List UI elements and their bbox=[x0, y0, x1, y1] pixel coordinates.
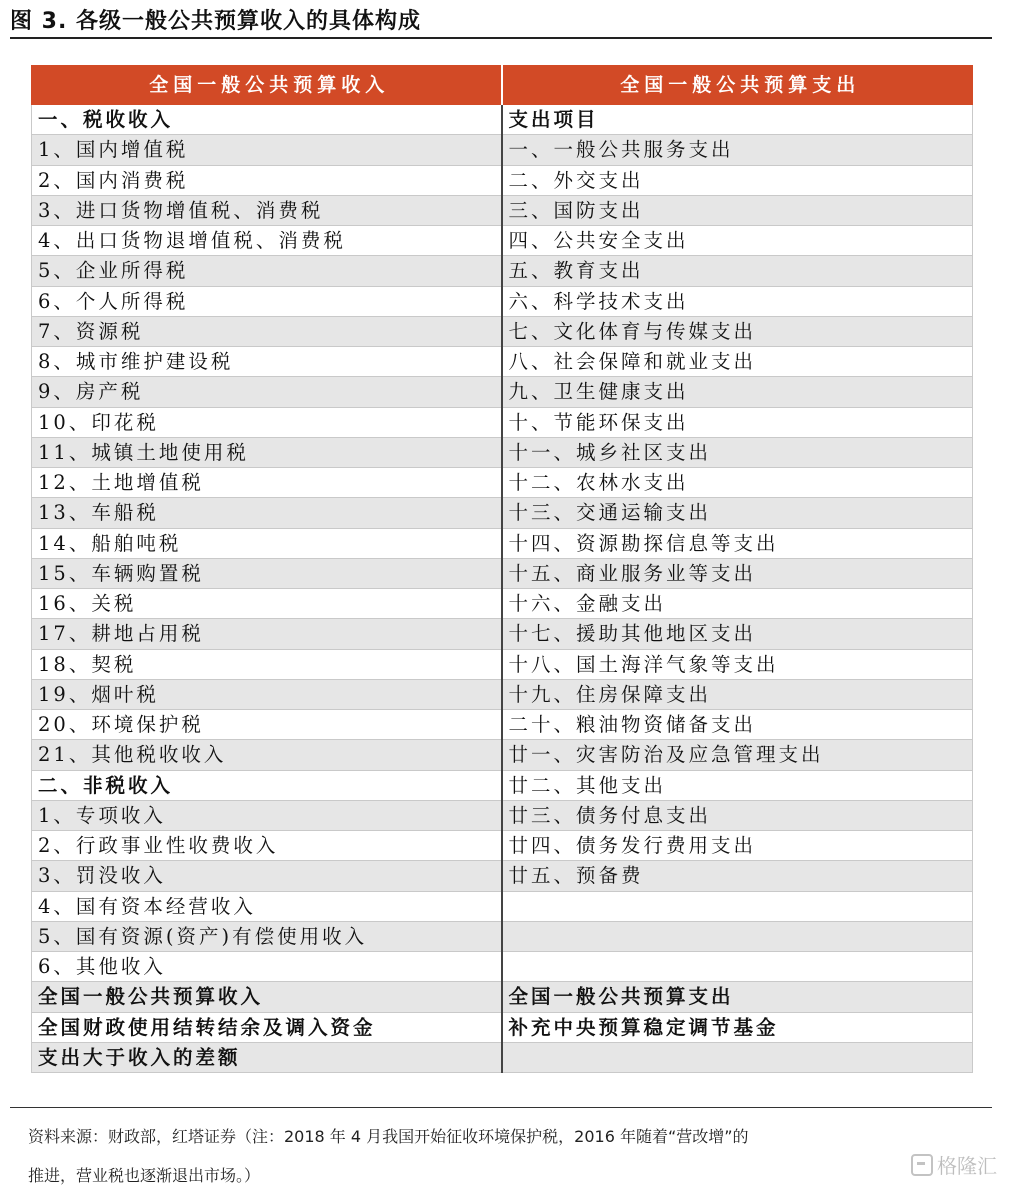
revenue-cell: 20、环境保护税 bbox=[32, 710, 502, 740]
table-row bbox=[32, 861, 973, 891]
expenditure-cell bbox=[502, 952, 973, 982]
table-row bbox=[32, 831, 973, 861]
header-expenditure: 全国一般公共预算支出 bbox=[502, 66, 973, 105]
expenditure-cell: 十四、资源勘探信息等支出 bbox=[502, 528, 973, 558]
expenditure-cell: 七、文化体育与传媒支出 bbox=[502, 316, 973, 346]
expenditure-cell: 廿二、其他支出 bbox=[502, 770, 973, 800]
expenditure-cell: 十五、商业服务业等支出 bbox=[502, 558, 973, 588]
revenue-cell: 14、船舶吨税 bbox=[32, 528, 502, 558]
expenditure-cell: 十三、交通运输支出 bbox=[502, 498, 973, 528]
table-row bbox=[32, 347, 973, 377]
expenditure-cell bbox=[502, 891, 973, 921]
table-row bbox=[32, 1042, 973, 1072]
revenue-cell: 一、税收收入 bbox=[32, 105, 502, 135]
table-row bbox=[32, 619, 973, 649]
expenditure-cell: 二、外交支出 bbox=[502, 165, 973, 195]
table-row bbox=[32, 226, 973, 256]
revenue-cell: 全国一般公共预算收入 bbox=[32, 982, 502, 1012]
watermark bbox=[911, 1150, 997, 1179]
revenue-cell: 4、出口货物退增值税、消费税 bbox=[32, 226, 502, 256]
expenditure-cell: 十、节能环保支出 bbox=[502, 407, 973, 437]
source-note-line2: 推进，营业税也逐渐退出市场。） bbox=[28, 1166, 261, 1185]
revenue-cell: 5、国有资源(资产)有偿使用收入 bbox=[32, 921, 502, 951]
revenue-cell: 18、契税 bbox=[32, 649, 502, 679]
table-row bbox=[32, 316, 973, 346]
revenue-cell: 6、其他收入 bbox=[32, 952, 502, 982]
expenditure-cell: 廿三、债务付息支出 bbox=[502, 800, 973, 830]
table-row bbox=[32, 679, 973, 709]
table-row bbox=[32, 921, 973, 951]
expenditure-cell: 二十、粮油物资储备支出 bbox=[502, 710, 973, 740]
expenditure-cell: 六、科学技术支出 bbox=[502, 286, 973, 316]
table-row bbox=[32, 105, 973, 135]
revenue-cell: 6、个人所得税 bbox=[32, 286, 502, 316]
revenue-cell: 4、国有资本经营收入 bbox=[32, 891, 502, 921]
table-row bbox=[32, 286, 973, 316]
figure-title: 图 3. 各级一般公共预算收入的具体构成 bbox=[10, 9, 421, 34]
table-row bbox=[32, 710, 973, 740]
table-row bbox=[32, 407, 973, 437]
expenditure-cell: 廿一、灾害防治及应急管理支出 bbox=[502, 740, 973, 770]
revenue-cell: 5、企业所得税 bbox=[32, 256, 502, 286]
footnote-divider bbox=[10, 1107, 992, 1108]
expenditure-cell: 补充中央预算稳定调节基金 bbox=[502, 1012, 973, 1042]
expenditure-cell: 十六、金融支出 bbox=[502, 589, 973, 619]
table-row bbox=[32, 165, 973, 195]
revenue-cell: 支出大于收入的差额 bbox=[32, 1042, 502, 1072]
revenue-cell: 二、非税收入 bbox=[32, 770, 502, 800]
expenditure-cell: 支出项目 bbox=[502, 105, 973, 135]
table-row bbox=[32, 135, 973, 165]
expenditure-cell: 四、公共安全支出 bbox=[502, 226, 973, 256]
table-header-row bbox=[32, 66, 973, 105]
expenditure-cell: 三、国防支出 bbox=[502, 195, 973, 225]
revenue-cell: 2、国内消费税 bbox=[32, 165, 502, 195]
table-row bbox=[32, 982, 973, 1012]
expenditure-cell bbox=[502, 921, 973, 951]
expenditure-cell: 廿四、债务发行费用支出 bbox=[502, 831, 973, 861]
revenue-cell: 17、耕地占用税 bbox=[32, 619, 502, 649]
table-row bbox=[32, 770, 973, 800]
title-divider bbox=[10, 37, 992, 39]
revenue-cell: 8、城市维护建设税 bbox=[32, 347, 502, 377]
table-row bbox=[32, 528, 973, 558]
revenue-cell: 21、其他税收收入 bbox=[32, 740, 502, 770]
table-row bbox=[32, 468, 973, 498]
table-body bbox=[32, 105, 973, 1073]
expenditure-cell: 十一、城乡社区支出 bbox=[502, 437, 973, 467]
revenue-cell: 11、城镇土地使用税 bbox=[32, 437, 502, 467]
table-row bbox=[32, 589, 973, 619]
source-note-line1: 资料来源：财政部，红塔证券（注：2018 年 4 月我国开始征收环境保护税，2016 年随着“营改增”的 bbox=[28, 1127, 749, 1146]
table-row bbox=[32, 649, 973, 679]
table-row bbox=[32, 952, 973, 982]
expenditure-cell: 廿五、预备费 bbox=[502, 861, 973, 891]
table-row bbox=[32, 800, 973, 830]
expenditure-cell: 十二、农林水支出 bbox=[502, 468, 973, 498]
revenue-cell: 1、专项收入 bbox=[32, 800, 502, 830]
watermark-logo-icon bbox=[911, 1154, 933, 1176]
revenue-cell: 2、行政事业性收费收入 bbox=[32, 831, 502, 861]
header-revenue: 全国一般公共预算收入 bbox=[32, 66, 502, 105]
expenditure-cell: 八、社会保障和就业支出 bbox=[502, 347, 973, 377]
revenue-cell: 9、房产税 bbox=[32, 377, 502, 407]
table-row bbox=[32, 558, 973, 588]
revenue-cell: 3、进口货物增值税、消费税 bbox=[32, 195, 502, 225]
expenditure-cell: 十八、国土海洋气象等支出 bbox=[502, 649, 973, 679]
table-row bbox=[32, 437, 973, 467]
revenue-cell: 全国财政使用结转结余及调入资金 bbox=[32, 1012, 502, 1042]
table-row bbox=[32, 377, 973, 407]
table-row bbox=[32, 498, 973, 528]
watermark-text: 格隆汇 bbox=[937, 1154, 997, 1178]
table-row bbox=[32, 256, 973, 286]
revenue-cell: 1、国内增值税 bbox=[32, 135, 502, 165]
revenue-cell: 10、印花税 bbox=[32, 407, 502, 437]
expenditure-cell: 全国一般公共预算支出 bbox=[502, 982, 973, 1012]
expenditure-cell: 一、一般公共服务支出 bbox=[502, 135, 973, 165]
revenue-cell: 12、土地增值税 bbox=[32, 468, 502, 498]
budget-table bbox=[31, 65, 973, 1073]
revenue-cell: 7、资源税 bbox=[32, 316, 502, 346]
table-row bbox=[32, 891, 973, 921]
revenue-cell: 3、罚没收入 bbox=[32, 861, 502, 891]
table-row bbox=[32, 1012, 973, 1042]
expenditure-cell: 五、教育支出 bbox=[502, 256, 973, 286]
revenue-cell: 19、烟叶税 bbox=[32, 679, 502, 709]
expenditure-cell: 九、卫生健康支出 bbox=[502, 377, 973, 407]
table-row bbox=[32, 740, 973, 770]
revenue-cell: 13、车船税 bbox=[32, 498, 502, 528]
expenditure-cell: 十九、住房保障支出 bbox=[502, 679, 973, 709]
table-row bbox=[32, 195, 973, 225]
expenditure-cell bbox=[502, 1042, 973, 1072]
revenue-cell: 16、关税 bbox=[32, 589, 502, 619]
expenditure-cell: 十七、援助其他地区支出 bbox=[502, 619, 973, 649]
revenue-cell: 15、车辆购置税 bbox=[32, 558, 502, 588]
